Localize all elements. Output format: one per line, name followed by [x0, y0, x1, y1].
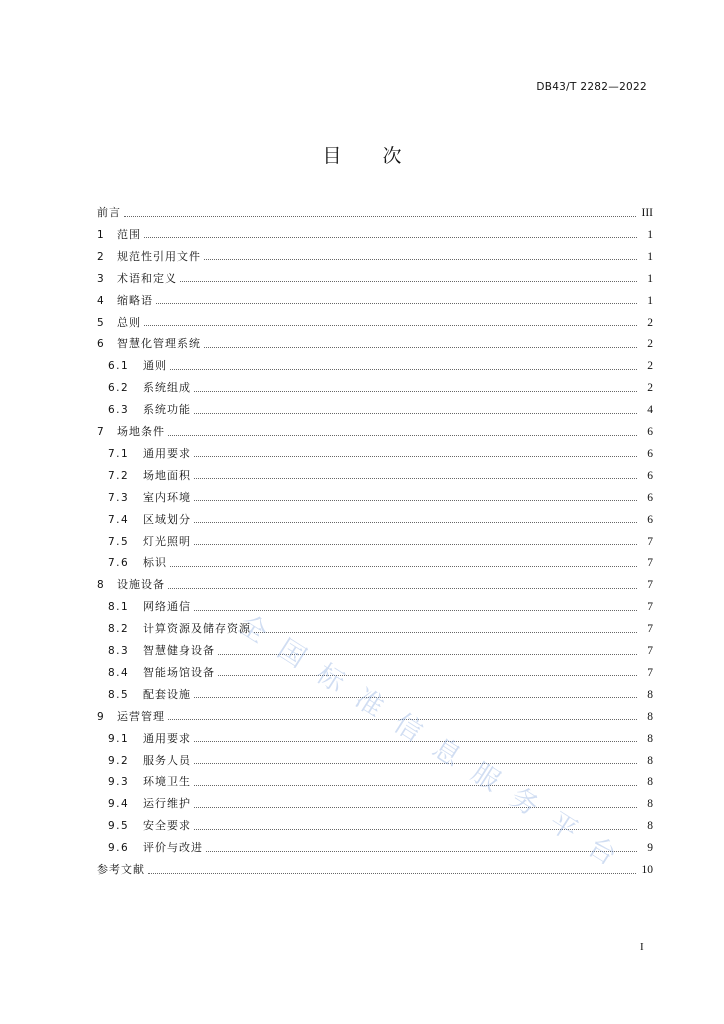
- toc-dot-leader: [218, 654, 637, 655]
- toc-entry-page: 2: [647, 360, 653, 373]
- toc-entry-title: 灯光照明: [143, 534, 191, 548]
- toc-entry[interactable]: [97, 643, 653, 659]
- toc-entry-title: 网络通信: [143, 600, 191, 614]
- toc-entry-number: 8.2: [108, 623, 130, 636]
- table-of-contents: [97, 205, 653, 885]
- toc-entry-title: 安全要求: [143, 819, 191, 833]
- toc-entry[interactable]: [97, 424, 653, 440]
- toc-entry-page: 7: [647, 579, 653, 592]
- toc-entry-number: 8.1: [108, 601, 130, 614]
- toc-entry-number: 7.6: [108, 557, 130, 570]
- toc-entry-title: 计算资源及储存资源: [143, 622, 251, 636]
- toc-entry-number: 8.4: [108, 666, 130, 679]
- toc-entry-number: 7: [97, 426, 106, 438]
- toc-entry-page: 2: [647, 338, 653, 351]
- toc-entry-title: 通则: [143, 359, 167, 373]
- toc-entry-page: 2: [647, 382, 653, 395]
- toc-entry-title: 智能场馆设备: [143, 665, 215, 679]
- toc-entry-title: 室内环境: [143, 490, 191, 504]
- page-title: 目 次: [322, 145, 413, 167]
- toc-entry[interactable]: [97, 818, 653, 834]
- toc-entry-title: 场地条件: [117, 425, 165, 438]
- toc-entry[interactable]: [97, 271, 653, 287]
- toc-entry[interactable]: [97, 358, 653, 374]
- toc-entry-title: 服务人员: [143, 753, 191, 767]
- toc-entry-page: 10: [641, 864, 653, 876]
- toc-entry-title: 系统功能: [143, 403, 191, 417]
- toc-entry[interactable]: [97, 293, 653, 309]
- toc-entry[interactable]: [97, 687, 653, 703]
- toc-entry-number: 8: [97, 579, 106, 592]
- toc-entry-title: 标识: [143, 556, 167, 570]
- toc-entry-number: 9.3: [108, 776, 130, 789]
- toc-entry[interactable]: [97, 731, 653, 747]
- toc-entry-title: 运营管理: [117, 709, 165, 723]
- toc-entry-number: 8.3: [108, 645, 130, 657]
- toc-entry-number: 9.4: [108, 798, 130, 811]
- toc-entry[interactable]: [97, 796, 653, 812]
- document-code: DB43/T 2282—2022: [536, 81, 647, 93]
- toc-dot-leader: [144, 325, 637, 326]
- toc-entry[interactable]: [97, 709, 653, 725]
- toc-dot-leader: [194, 500, 637, 501]
- toc-entry[interactable]: [97, 205, 653, 221]
- toc-dot-leader: [194, 807, 637, 808]
- toc-entry-number: 6.1: [108, 360, 130, 373]
- toc-entry-number: 4: [97, 294, 106, 307]
- toc-entry[interactable]: [97, 315, 653, 331]
- toc-entry-title: 范围: [117, 227, 141, 241]
- page-number: I: [640, 941, 644, 953]
- toc-entry-page: 4: [647, 404, 653, 417]
- toc-entry[interactable]: [97, 336, 653, 352]
- toc-entry-page: 7: [647, 645, 653, 657]
- toc-entry-number: 2: [97, 250, 106, 263]
- toc-entry-number: 9.2: [108, 754, 130, 767]
- toc-entry-number: 9.6: [108, 842, 130, 855]
- toc-dot-leader: [168, 588, 637, 589]
- toc-entry-page: 6: [647, 426, 653, 438]
- toc-entry[interactable]: [97, 380, 653, 396]
- toc-dot-leader: [180, 281, 637, 282]
- toc-entry-title: 区域划分: [143, 512, 191, 526]
- toc-entry-page: 6: [647, 447, 653, 460]
- toc-entry-page: 6: [647, 491, 653, 504]
- toc-entry[interactable]: [97, 577, 653, 593]
- toc-entry[interactable]: [97, 599, 653, 615]
- toc-entry[interactable]: [97, 665, 653, 681]
- toc-entry-page: 1: [647, 272, 653, 285]
- toc-entry[interactable]: [97, 862, 653, 878]
- toc-entry-number: 9: [97, 710, 106, 723]
- toc-dot-leader: [218, 675, 637, 676]
- toc-entry-number: 9.1: [108, 732, 130, 745]
- toc-entry-page: 8: [647, 688, 653, 701]
- watermark: 全国标准信息服务平台: [233, 608, 638, 883]
- toc-entry-page: 8: [647, 820, 653, 833]
- toc-dot-leader: [194, 456, 637, 457]
- toc-dot-leader: [124, 216, 636, 217]
- toc-dot-leader: [194, 829, 637, 830]
- toc-dot-leader: [194, 391, 637, 392]
- toc-entry[interactable]: [97, 534, 653, 550]
- toc-entry-title: 规范性引用文件: [117, 249, 201, 263]
- toc-dot-leader: [204, 347, 637, 348]
- toc-entry[interactable]: [97, 227, 653, 243]
- toc-entry[interactable]: [97, 446, 653, 462]
- toc-entry[interactable]: [97, 249, 653, 265]
- toc-entry-title: 系统组成: [143, 381, 191, 395]
- toc-entry-number: 9.5: [108, 820, 130, 833]
- toc-entry-page: 6: [647, 513, 653, 526]
- toc-entry-title: 参考文献: [97, 863, 145, 876]
- toc-dot-leader: [170, 566, 637, 567]
- toc-entry-title: 总则: [117, 315, 141, 329]
- toc-entry-title: 智慧化管理系统: [117, 337, 201, 351]
- toc-entry-number: 6: [97, 338, 106, 351]
- toc-entry[interactable]: [97, 774, 653, 790]
- toc-entry-page: 7: [647, 666, 653, 679]
- toc-entry-page: 1: [647, 294, 653, 307]
- toc-entry-number: 6.3: [108, 404, 130, 417]
- toc-dot-leader: [194, 413, 637, 414]
- toc-entry-page: 8: [647, 798, 653, 811]
- toc-entry[interactable]: [97, 621, 653, 637]
- toc-entry-title: 场地面积: [143, 468, 191, 482]
- toc-entry[interactable]: [97, 512, 653, 528]
- toc-dot-leader: [194, 610, 637, 611]
- toc-entry[interactable]: [97, 402, 653, 418]
- toc-entry-number: 8.5: [108, 688, 130, 701]
- toc-entry[interactable]: [97, 840, 653, 856]
- toc-entry-number: 3: [97, 272, 106, 285]
- toc-entry-number: 5: [97, 316, 106, 329]
- toc-entry[interactable]: [97, 490, 653, 506]
- toc-entry-page: 1: [647, 228, 653, 241]
- toc-entry-title: 配套设施: [143, 687, 191, 701]
- toc-entry-number: 7.3: [108, 491, 130, 504]
- toc-entry-number: 7.4: [108, 513, 130, 526]
- toc-entry-page: 7: [647, 601, 653, 614]
- toc-entry-page: 8: [647, 732, 653, 745]
- toc-entry-page: 9: [647, 842, 653, 855]
- toc-dot-leader: [194, 697, 637, 698]
- toc-entry-title: 运行维护: [143, 797, 191, 811]
- toc-entry-number: 6.2: [108, 382, 130, 395]
- toc-entry-title: 缩略语: [117, 293, 153, 307]
- toc-entry-number: 1: [97, 228, 106, 241]
- toc-dot-leader: [194, 522, 637, 523]
- toc-dot-leader: [206, 851, 637, 852]
- toc-entry-title: 设施设备: [117, 578, 165, 592]
- toc-dot-leader: [148, 873, 636, 874]
- toc-entry[interactable]: [97, 555, 653, 571]
- toc-entry-number: 7.5: [108, 535, 130, 548]
- toc-entry-page: 1: [647, 250, 653, 263]
- toc-dot-leader: [168, 719, 637, 720]
- toc-entry-title: 智慧健身设备: [143, 644, 215, 657]
- toc-entry-page: 8: [647, 710, 653, 723]
- toc-entry-title: 术语和定义: [117, 271, 177, 285]
- toc-entry-page: 6: [647, 469, 653, 482]
- toc-entry-title: 前言: [97, 206, 121, 219]
- toc-entry-title: 环境卫生: [143, 775, 191, 789]
- toc-entry-title: 评价与改进: [143, 841, 203, 855]
- toc-dot-leader: [254, 632, 637, 633]
- toc-dot-leader: [204, 259, 637, 260]
- toc-entry-page: 2: [647, 316, 653, 329]
- toc-dot-leader: [168, 435, 637, 436]
- toc-entry-page: 7: [647, 535, 653, 548]
- toc-dot-leader: [194, 785, 637, 786]
- toc-dot-leader: [194, 544, 637, 545]
- toc-dot-leader: [144, 237, 637, 238]
- toc-entry-page: 8: [647, 776, 653, 789]
- toc-entry-page: 8: [647, 754, 653, 767]
- toc-dot-leader: [194, 478, 637, 479]
- toc-dot-leader: [194, 763, 637, 764]
- toc-entry-number: 7.1: [108, 447, 130, 460]
- toc-entry-number: 7.2: [108, 469, 130, 482]
- toc-entry-title: 通用要求: [143, 731, 191, 745]
- toc-dot-leader: [194, 741, 637, 742]
- toc-dot-leader: [156, 303, 637, 304]
- toc-entry-title: 通用要求: [143, 446, 191, 460]
- toc-entry[interactable]: [97, 753, 653, 769]
- toc-entry[interactable]: [97, 468, 653, 484]
- toc-entry-page: 7: [647, 623, 653, 636]
- toc-entry-page: III: [641, 207, 653, 219]
- toc-entry-page: 7: [647, 557, 653, 570]
- toc-dot-leader: [170, 369, 637, 370]
